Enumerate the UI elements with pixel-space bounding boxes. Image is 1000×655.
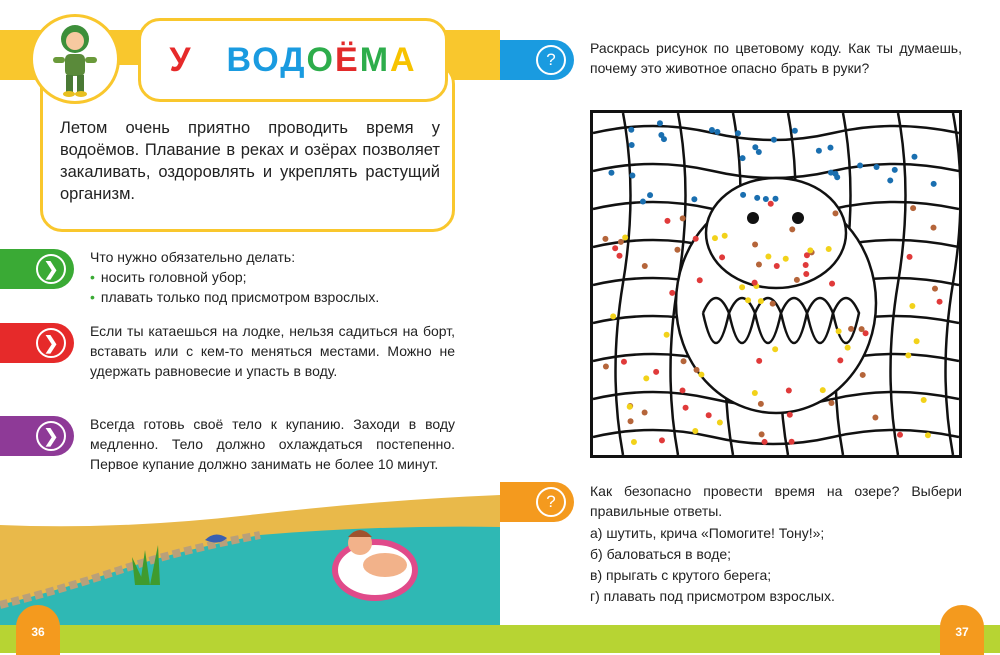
bullet-icon: •	[90, 269, 95, 285]
footer-band	[0, 625, 1000, 653]
color-dot	[829, 281, 835, 287]
tip-2: Если ты катаешься на лодке, нельзя садиться на борт, вставать или с кем-то меняться местами. Можно не удержать равновесие и упасть в воду.	[90, 323, 455, 379]
color-dot	[820, 387, 826, 393]
color-dot	[828, 170, 834, 176]
color-dot	[887, 177, 893, 183]
page-title	[138, 18, 448, 102]
color-dot	[756, 358, 762, 364]
color-dot	[674, 247, 680, 253]
color-dot	[828, 400, 834, 406]
title-word-vodoema	[227, 41, 417, 80]
tip-1-heading: Что нужно обязательно делать:	[90, 249, 296, 265]
question-2: Как безопасно провести время на озере? Выбери правильные ответы.	[590, 483, 962, 519]
color-dot	[612, 245, 618, 251]
color-dot	[717, 420, 723, 426]
color-dot	[752, 280, 758, 286]
color-dot	[807, 247, 813, 253]
color-dot	[826, 246, 832, 252]
color-dot	[783, 256, 789, 262]
color-dot	[857, 162, 863, 168]
color-dot	[610, 313, 616, 319]
color-dot	[756, 261, 762, 267]
color-dot	[681, 358, 687, 364]
color-dot	[762, 439, 768, 445]
color-dot	[621, 359, 627, 365]
color-dot	[768, 201, 774, 207]
color-dot	[803, 271, 809, 277]
color-dot	[735, 130, 741, 136]
bullet-item	[90, 287, 455, 307]
chevron-right-icon: ❯	[36, 254, 66, 284]
color-dot	[910, 205, 916, 211]
bullet-text: носить головной убор;	[100, 269, 247, 285]
color-dot	[664, 218, 670, 224]
color-dot	[739, 284, 745, 290]
title-letter: М	[359, 40, 391, 79]
title-letter: О	[252, 40, 281, 79]
color-dot	[692, 428, 698, 434]
question-1: Раскрась рисунок по цветовому коду. Как ты думаешь, почему это животное опасно брать в руки?	[590, 40, 962, 76]
color-dot	[712, 235, 718, 241]
color-dot	[659, 437, 665, 443]
color-dot	[909, 303, 915, 309]
color-dot	[658, 132, 664, 138]
color-dot	[680, 387, 686, 393]
question-tab-blue	[500, 40, 574, 80]
color-dot	[745, 297, 751, 303]
tip-3: Всегда готовь своё тело к купанию. Заходи в воду медленно. Тело должно охлаждаться постепенно. Первое купание должно занимать не более 10 минут.	[90, 416, 455, 472]
color-dot	[792, 128, 798, 134]
color-dot	[872, 415, 878, 421]
color-dot	[836, 328, 842, 334]
color-dot	[921, 397, 927, 403]
color-dot	[834, 174, 840, 180]
option-c[interactable]: в) прыгать с крутого берега;	[590, 567, 772, 583]
answer-options	[590, 523, 962, 607]
title-letter: А	[390, 40, 417, 79]
color-dot	[905, 352, 911, 358]
title-letter: В	[226, 40, 253, 79]
color-dot	[616, 253, 622, 259]
color-dot	[752, 241, 758, 247]
tip-tab-red	[0, 323, 74, 363]
color-dot	[772, 196, 778, 202]
color-dot	[763, 196, 769, 202]
color-dot	[629, 142, 635, 148]
color-dot	[642, 409, 648, 415]
color-dot	[786, 387, 792, 393]
color-dot	[618, 239, 624, 245]
color-dot	[837, 357, 843, 363]
color-dot	[765, 254, 771, 260]
color-dot	[859, 326, 865, 332]
color-dot	[628, 127, 634, 133]
color-dot	[925, 432, 931, 438]
color-dot	[740, 192, 746, 198]
color-dot	[932, 286, 938, 292]
color-dot	[628, 418, 634, 424]
color-dot	[647, 192, 653, 198]
lake-illustration	[0, 495, 500, 630]
question-tab-orange	[500, 482, 574, 522]
character-avatar	[30, 14, 120, 104]
color-dot	[754, 195, 760, 201]
bullet-text: плавать только под присмотром взрослых.	[100, 289, 380, 305]
robot-character-icon	[33, 17, 117, 101]
color-dot	[770, 301, 776, 307]
color-dot	[669, 290, 675, 296]
chevron-right-icon: ❯	[36, 328, 66, 358]
title-letter: Ё	[334, 40, 360, 79]
color-dot	[694, 367, 700, 373]
title-letter: Д	[280, 40, 307, 79]
color-dot	[608, 170, 614, 176]
color-dot	[914, 338, 920, 344]
question-icon: ?	[536, 45, 566, 75]
question-icon: ?	[536, 487, 566, 517]
tip-tab-green	[0, 249, 74, 289]
color-dot	[803, 262, 809, 268]
color-dot	[827, 145, 833, 151]
color-dot	[758, 401, 764, 407]
color-by-dots-picture[interactable]	[590, 110, 962, 458]
color-dot	[706, 412, 712, 418]
color-dot	[642, 263, 648, 269]
color-dot	[653, 369, 659, 375]
color-dot	[657, 120, 663, 126]
color-dot	[752, 390, 758, 396]
color-dot	[832, 210, 838, 216]
color-dot	[931, 181, 937, 187]
color-dot	[816, 148, 822, 154]
color-dot	[759, 431, 765, 437]
color-dot	[774, 263, 780, 269]
page-number-right: 37	[940, 605, 984, 655]
color-dot	[860, 372, 866, 378]
intro-text: Летом очень приятно проводить время у водоёмов. Плавание в реках и озёрах позволяет закаливать, оздоровлять и укреплять растущий организм.	[60, 119, 440, 203]
color-dot	[629, 173, 635, 179]
color-dot	[622, 235, 628, 241]
color-dot	[907, 254, 913, 260]
color-dot	[709, 127, 715, 133]
color-dot	[752, 144, 758, 150]
color-dot	[691, 196, 697, 202]
option-a[interactable]: а) шутить, крича «Помогите! Тону!»;	[590, 525, 825, 541]
title-word-u: У	[169, 40, 193, 79]
color-dot	[698, 372, 704, 378]
title-letter: О	[306, 40, 335, 79]
color-dot	[911, 154, 917, 160]
color-dot	[722, 233, 728, 239]
color-dot	[631, 439, 637, 445]
option-b[interactable]: б) баловаться в воде;	[590, 546, 732, 562]
page-number-left: 36	[16, 605, 60, 655]
chevron-right-icon: ❯	[36, 421, 66, 451]
color-dot	[758, 298, 764, 304]
option-d[interactable]: г) плавать под присмотром взрослых.	[590, 588, 835, 604]
color-dot	[627, 404, 633, 410]
color-dot	[789, 226, 795, 232]
color-dot	[683, 405, 689, 411]
color-dot	[714, 129, 720, 135]
color-dot	[848, 326, 854, 332]
color-dot	[602, 236, 608, 242]
color-dot	[693, 236, 699, 242]
color-dot	[772, 346, 778, 352]
color-dot	[937, 299, 943, 305]
color-dot	[643, 375, 649, 381]
tip-tab-purple	[0, 416, 74, 456]
tip-1	[90, 247, 455, 307]
color-dot	[603, 364, 609, 370]
bullet-icon: •	[90, 289, 95, 305]
color-dot	[771, 137, 777, 143]
color-dot	[897, 432, 903, 438]
color-dot	[845, 345, 851, 351]
color-dot	[892, 167, 898, 173]
color-dot	[640, 199, 646, 205]
color-dot	[680, 215, 686, 221]
color-dot	[740, 155, 746, 161]
bullet-item	[90, 267, 455, 287]
color-dot	[697, 277, 703, 283]
color-dot	[787, 412, 793, 418]
color-dot	[874, 164, 880, 170]
color-dot	[719, 254, 725, 260]
color-dot	[664, 332, 670, 338]
color-dot	[930, 225, 936, 231]
color-dot	[794, 277, 800, 283]
color-dot	[789, 439, 795, 445]
